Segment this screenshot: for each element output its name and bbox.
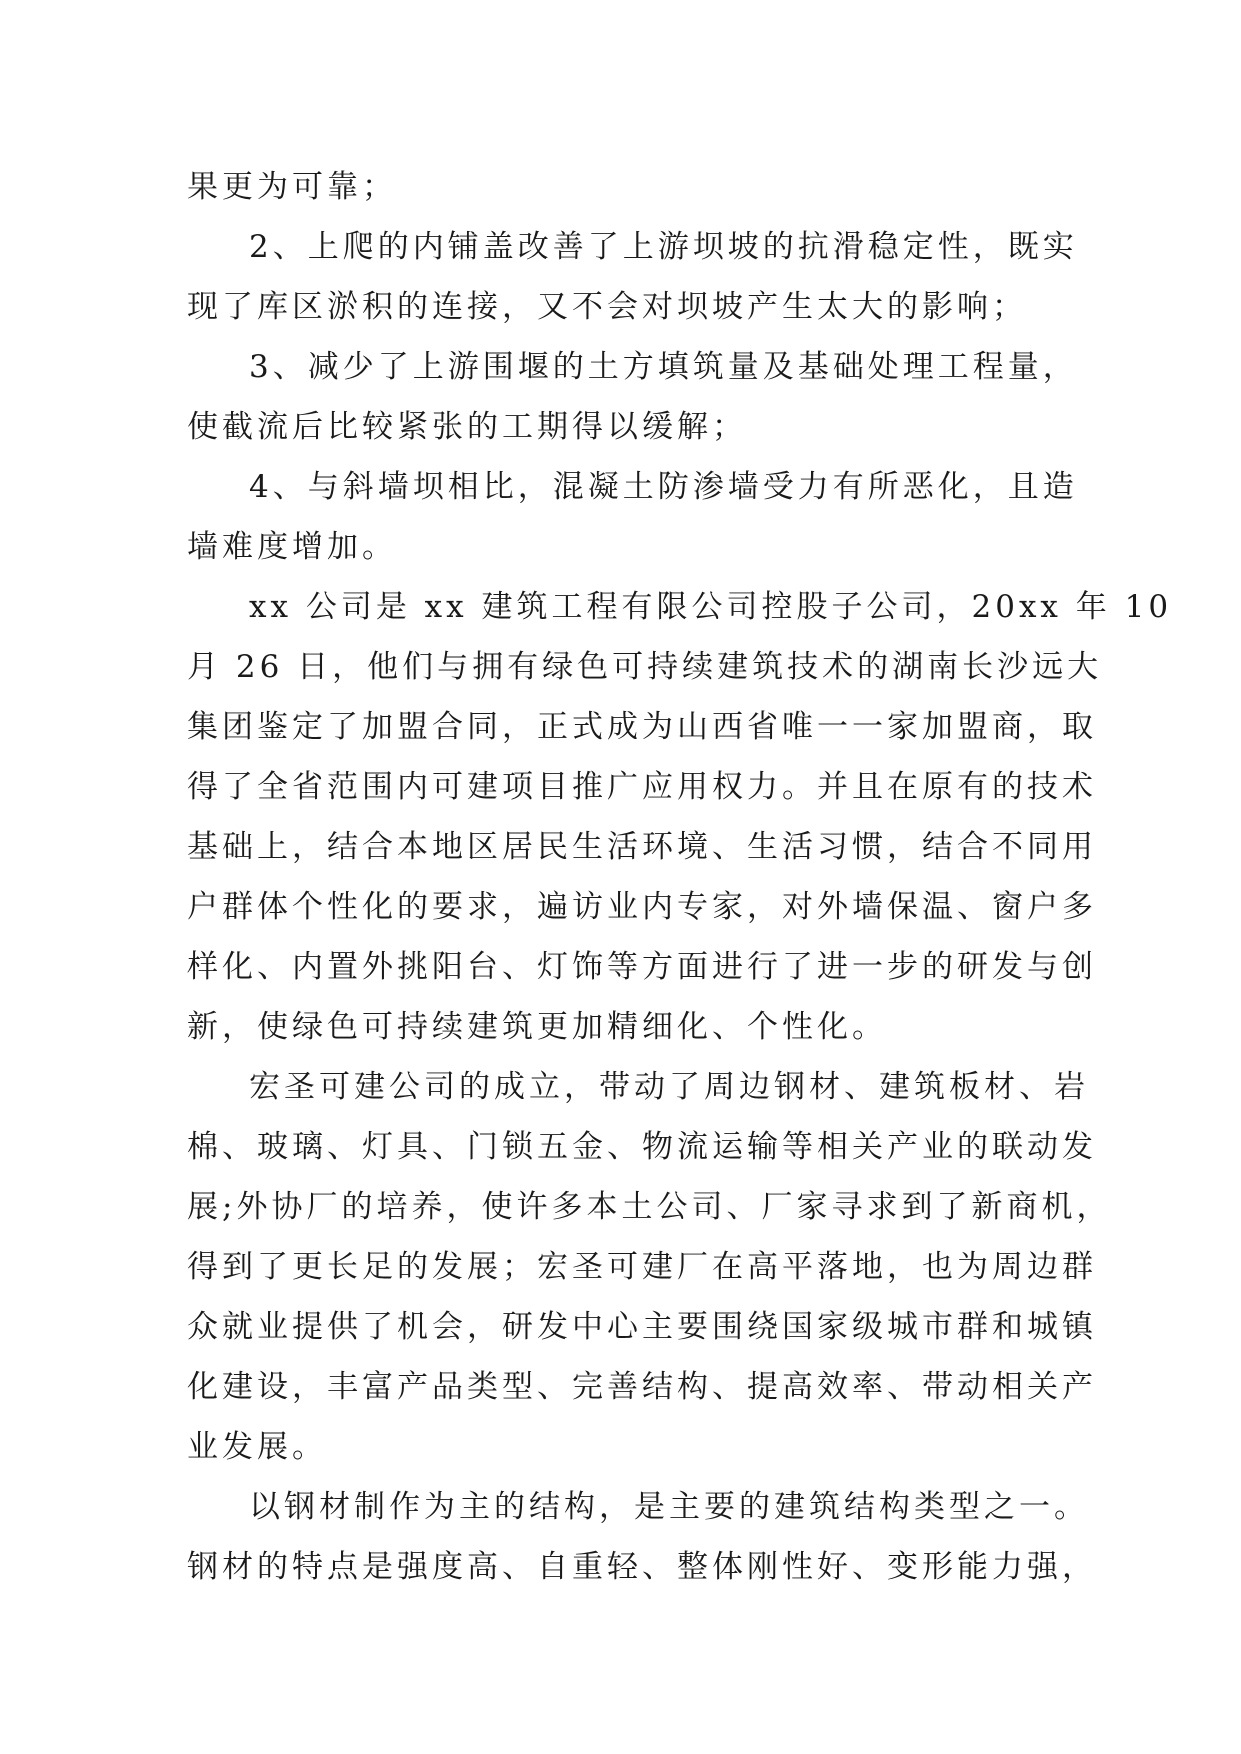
text-line: 化建设，丰富产品类型、完善结构、提高效率、带动相关产 [187, 1369, 1097, 1405]
paragraph-2 [187, 217, 1077, 337]
text-line: 使截流后比较紧张的工期得以缓解； [187, 409, 747, 445]
text-line: 户群体个性化的要求，遍访业内专家，对外墙保温、窗户多 [187, 889, 1097, 925]
text-line: 3、减少了上游围堰的土方填筑量及基础处理工程量， [249, 349, 1078, 385]
text-line: 得到了更长足的发展；宏圣可建厂在高平落地，也为周边群 [187, 1249, 1097, 1285]
paragraph-3 [187, 337, 1077, 457]
text-line: 以钢材制作为主的结构，是主要的建筑结构类型之一。 [249, 1489, 1089, 1525]
text-line: 业发展。 [187, 1429, 327, 1465]
text-line: 棉、玻璃、灯具、门锁五金、物流运输等相关产业的联动发 [187, 1129, 1097, 1165]
text-line: xx 公司是 xx 建筑工程有限公司控股子公司，20xx 年 10 [249, 589, 1173, 625]
text-line: 4、与斜墙坝相比，混凝土防渗墙受力有所恶化，且造 [249, 469, 1078, 505]
text-line: 展;外协厂的培养，使许多本土公司、厂家寻求到了新商机， [187, 1189, 1112, 1225]
text-line: 墙难度增加。 [187, 529, 397, 565]
text-line: 月 26 日，他们与拥有绿色可持续建筑技术的湖南长沙远大 [187, 649, 1103, 685]
text-line: 得了全省范围内可建项目推广应用权力。并且在原有的技术 [187, 769, 1097, 805]
paragraph-1 [187, 157, 1077, 217]
text-line: 现了库区淤积的连接，又不会对坝坡产生太大的影响； [187, 289, 1027, 325]
text-line: 集团鉴定了加盟合同，正式成为山西省唯一一家加盟商，取 [187, 709, 1097, 745]
text-line: 果更为可靠； [187, 169, 397, 205]
paragraph-4 [187, 457, 1077, 577]
document-body [187, 157, 1173, 1597]
text-line: 2、上爬的内铺盖改善了上游坝坡的抗滑稳定性，既实 [249, 229, 1078, 265]
text-line: 众就业提供了机会，研发中心主要围绕国家级城市群和城镇 [187, 1309, 1097, 1345]
text-line: 新，使绿色可持续建筑更加精细化、个性化。 [187, 1009, 887, 1045]
paragraph-5 [187, 577, 1173, 1057]
paragraph-6 [187, 1057, 1112, 1477]
text-line: 样化、内置外挑阳台、灯饰等方面进行了进一步的研发与创 [187, 949, 1097, 985]
text-line: 宏圣可建公司的成立，带动了周边钢材、建筑板材、岩 [249, 1069, 1089, 1105]
text-line: 钢材的特点是强度高、自重轻、整体刚性好、变形能力强， [187, 1549, 1097, 1585]
paragraph-7 [187, 1477, 1097, 1597]
text-line: 基础上，结合本地区居民生活环境、生活习惯，结合不同用 [187, 829, 1097, 865]
